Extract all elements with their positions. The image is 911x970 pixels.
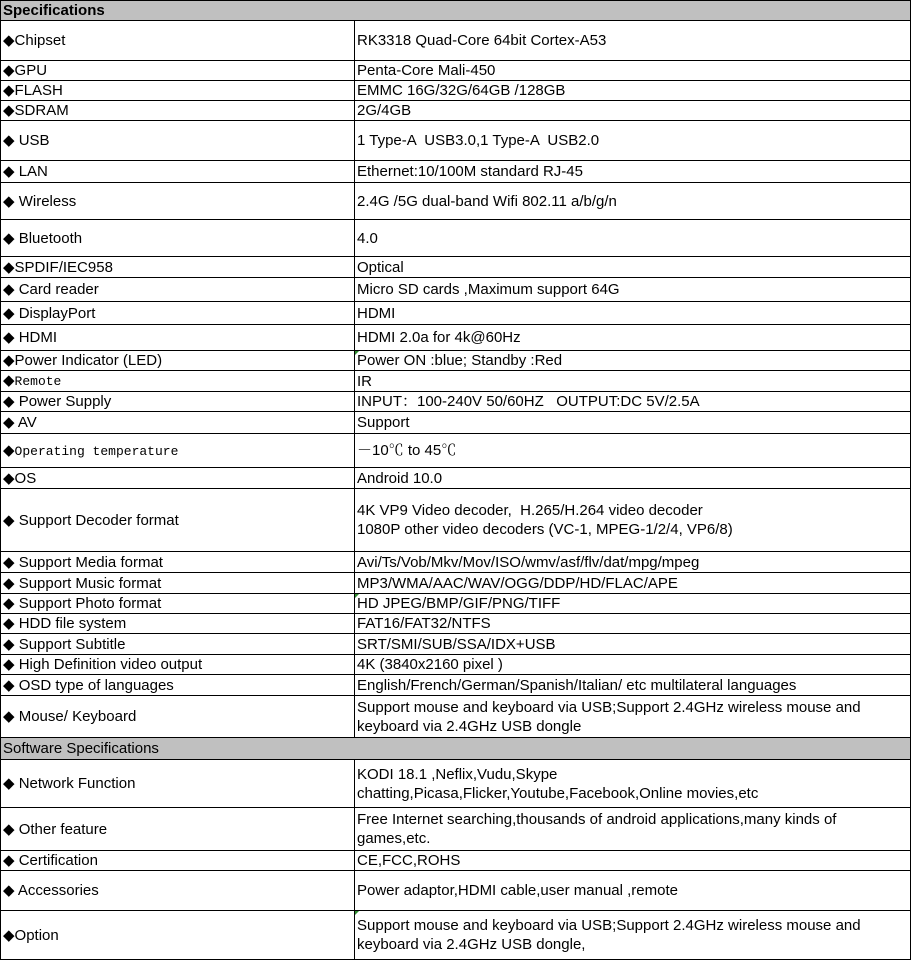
diamond-bullet-icon: ◆ [3,595,15,612]
spec-label-cell [1,278,355,302]
diamond-bullet-icon: ◆ [3,163,15,180]
spec-label: Wireless [14,192,77,210]
spec-value: Support [355,412,911,434]
spec-label-cell [1,351,355,371]
spec-row [1,183,911,220]
spec-row [1,552,911,573]
spec-row [1,851,911,871]
diamond-bullet-icon: ◆ [3,820,15,838]
spec-label: Support Media format [14,553,163,571]
diamond-bullet-icon: ◆ [3,511,15,529]
spec-label-cell [1,675,355,696]
spec-row [1,573,911,594]
spec-label: HDD file system [14,615,127,632]
diamond-bullet-icon: ◆ [3,574,15,592]
spec-value: KODI 18.1 ,Neflix,Vudu,Skype chatting,Picasa,Flicker,Youtube,Facebook,Online movies,etc [355,760,911,808]
spec-row [1,634,911,655]
spec-value: 4.0 [355,220,911,257]
spec-label: SPDIF/IEC958 [14,258,113,276]
diamond-bullet-icon: ◆ [3,708,15,725]
specifications-table-body [1,1,911,960]
diamond-bullet-icon: ◆ [3,132,15,149]
spec-value: Micro SD cards ,Maximum support 64G [355,278,911,302]
specifications-header-row [1,1,911,21]
spec-label: Support Music format [14,574,162,592]
spec-row [1,675,911,696]
spec-label-cell [1,412,355,434]
spec-row [1,696,911,738]
spec-row [1,21,911,61]
spec-label: OSD type of languages [14,676,174,694]
spec-label-cell [1,760,355,808]
diamond-bullet-icon: ◆ [3,469,15,487]
spec-label: Power Indicator (LED) [14,352,163,369]
spec-label-cell [1,594,355,614]
spec-value: －10℃ to 45℃ [355,434,911,468]
spec-label: Chipset [14,32,66,49]
spec-label-cell [1,468,355,489]
spec-row [1,434,911,468]
spec-label-cell [1,655,355,675]
spec-value: Power ON :blue; Standby :Red [355,351,911,371]
spec-value: FAT16/FAT32/NTFS [355,614,911,634]
spec-value: Optical [355,257,911,278]
diamond-bullet-icon: ◆ [3,329,15,346]
spec-label: FLASH [14,82,63,99]
spec-row [1,489,911,552]
spec-value: 2G/4GB [355,101,911,121]
spec-label-cell [1,634,355,655]
spec-row [1,871,911,911]
diamond-bullet-icon: ◆ [3,775,15,792]
spec-label-cell [1,257,355,278]
spec-label: Card reader [14,281,99,298]
spec-row [1,808,911,851]
spec-label: USB [14,132,50,149]
spec-value: 4K (3840x2160 pixel ) [355,655,911,675]
spec-label: Accessories [14,882,99,899]
spec-value: CE,FCC,ROHS [355,851,911,871]
spec-value: 4K VP9 Video decoder, H.265/H.264 video decoder 1080P other video decoders (VC-1, MPEG-1/2/4, VP6/8) [355,489,911,552]
diamond-bullet-icon: ◆ [3,102,15,119]
diamond-bullet-icon: ◆ [3,615,15,632]
spec-label: Remote [14,374,62,389]
diamond-bullet-icon: ◆ [3,635,15,653]
spec-label-cell [1,489,355,552]
spec-label-cell [1,325,355,351]
diamond-bullet-icon: ◆ [3,882,15,899]
spec-row [1,371,911,392]
spec-value: 1 Type-A USB3.0,1 Type-A USB2.0 [355,121,911,161]
diamond-bullet-icon: ◆ [3,926,15,944]
spec-value: EMMC 16G/32G/64GB /128GB [355,81,911,101]
spec-row [1,325,911,351]
software-header-row [1,738,911,760]
diamond-bullet-icon: ◆ [3,229,15,247]
diamond-bullet-icon: ◆ [3,441,15,459]
diamond-bullet-icon: ◆ [3,414,15,431]
diamond-bullet-icon: ◆ [3,393,15,410]
spec-row [1,61,911,81]
spec-label-cell [1,81,355,101]
diamond-bullet-icon: ◆ [3,62,15,79]
spec-label-cell [1,552,355,573]
spec-label: LAN [14,163,48,180]
spec-value: Android 10.0 [355,468,911,489]
spec-value: INPUT：100-240V 50/60HZ OUTPUT:DC 5V/2.5A [355,392,911,412]
spec-row [1,101,911,121]
spec-row [1,278,911,302]
spec-label-cell [1,808,355,851]
spec-label: Power Supply [14,393,112,410]
spec-label-cell [1,851,355,871]
diamond-bullet-icon: ◆ [3,82,15,99]
spec-label: Other feature [14,820,108,838]
spec-label-cell [1,392,355,412]
spec-value: Ethernet:10/100M standard RJ-45 [355,161,911,183]
spec-row [1,911,911,960]
spec-label-cell [1,61,355,81]
spec-row [1,655,911,675]
spec-label: Support Subtitle [14,635,126,653]
diamond-bullet-icon: ◆ [3,553,15,571]
spec-row [1,161,911,183]
spec-label-cell [1,101,355,121]
spec-value: English/French/German/Spanish/Italian/ etc multilateral languages [355,675,911,696]
spec-label: OS [14,469,37,487]
spec-label-cell [1,220,355,257]
spec-label: Certification [14,852,98,869]
spec-label: SDRAM [14,102,69,119]
spec-label: AV [14,414,37,431]
diamond-bullet-icon: ◆ [3,372,15,389]
spec-label: Support Photo format [14,595,162,612]
spec-label: Support Decoder format [14,511,179,529]
spec-value: HDMI [355,302,911,325]
diamond-bullet-icon: ◆ [3,32,15,49]
spec-value: Power adaptor,HDMI cable,user manual ,remote [355,871,911,911]
spec-value: Support mouse and keyboard via USB;Support 2.4GHz wireless mouse and keyboard via 2.4GHz USB dongle, [355,911,911,960]
spec-label-cell [1,121,355,161]
spec-row [1,614,911,634]
spec-row [1,121,911,161]
spec-value: 2.4G /5G dual-band Wifi 802.11 a/b/g/n [355,183,911,220]
spec-value: Free Internet searching,thousands of android applications,many kinds of games,etc. [355,808,911,851]
spec-row [1,220,911,257]
diamond-bullet-icon: ◆ [3,656,15,673]
spec-row [1,594,911,614]
diamond-bullet-icon: ◆ [3,676,15,694]
spec-label-cell [1,302,355,325]
spec-row [1,392,911,412]
spec-row [1,81,911,101]
spec-label: Bluetooth [14,229,83,247]
diamond-bullet-icon: ◆ [3,192,15,210]
spec-value: SRT/SMI/SUB/SSA/IDX+USB [355,634,911,655]
diamond-bullet-icon: ◆ [3,258,15,276]
spec-value: HDMI 2.0a for 4k@60Hz [355,325,911,351]
spec-label-cell [1,183,355,220]
spec-value: Support mouse and keyboard via USB;Support 2.4GHz wireless mouse and keyboard via 2.4GHz USB dongle [355,696,911,738]
spec-label: DisplayPort [14,304,96,322]
spec-row [1,302,911,325]
spec-value: RK3318 Quad-Core 64bit Cortex-A53 [355,21,911,61]
spec-row [1,351,911,371]
spec-label-cell [1,871,355,911]
spec-row [1,468,911,489]
spec-label-cell [1,614,355,634]
spec-label: Mouse/ Keyboard [14,708,137,725]
spec-label: High Definition video output [14,656,203,673]
spec-row [1,257,911,278]
spec-label: Operating temperature [14,443,179,459]
spec-label-cell [1,161,355,183]
spec-label: Network Function [14,775,136,792]
spec-label: Option [14,926,59,944]
diamond-bullet-icon: ◆ [3,281,15,298]
spec-label-cell [1,911,355,960]
spec-label-cell [1,696,355,738]
spec-row [1,760,911,808]
diamond-bullet-icon: ◆ [3,852,15,869]
spec-label-cell [1,573,355,594]
spec-value: Penta-Core Mali-450 [355,61,911,81]
spec-value: Avi/Ts/Vob/Mkv/Mov/ISO/wmv/asf/flv/dat/mpg/mpeg [355,552,911,573]
spec-label: GPU [14,62,48,79]
spec-label-cell [1,21,355,61]
spec-label-cell [1,371,355,392]
software-specifications-header: Software Specifications [1,738,911,760]
diamond-bullet-icon: ◆ [3,304,15,322]
spec-value: IR [355,371,911,392]
spec-label-cell [1,434,355,468]
diamond-bullet-icon: ◆ [3,352,15,369]
spec-row [1,412,911,434]
specifications-header: Specifications [1,1,911,21]
spec-value: MP3/WMA/AAC/WAV/OGG/DDP/HD/FLAC/APE [355,573,911,594]
spec-value: HD JPEG/BMP/GIF/PNG/TIFF [355,594,911,614]
spec-label: HDMI [14,329,58,346]
